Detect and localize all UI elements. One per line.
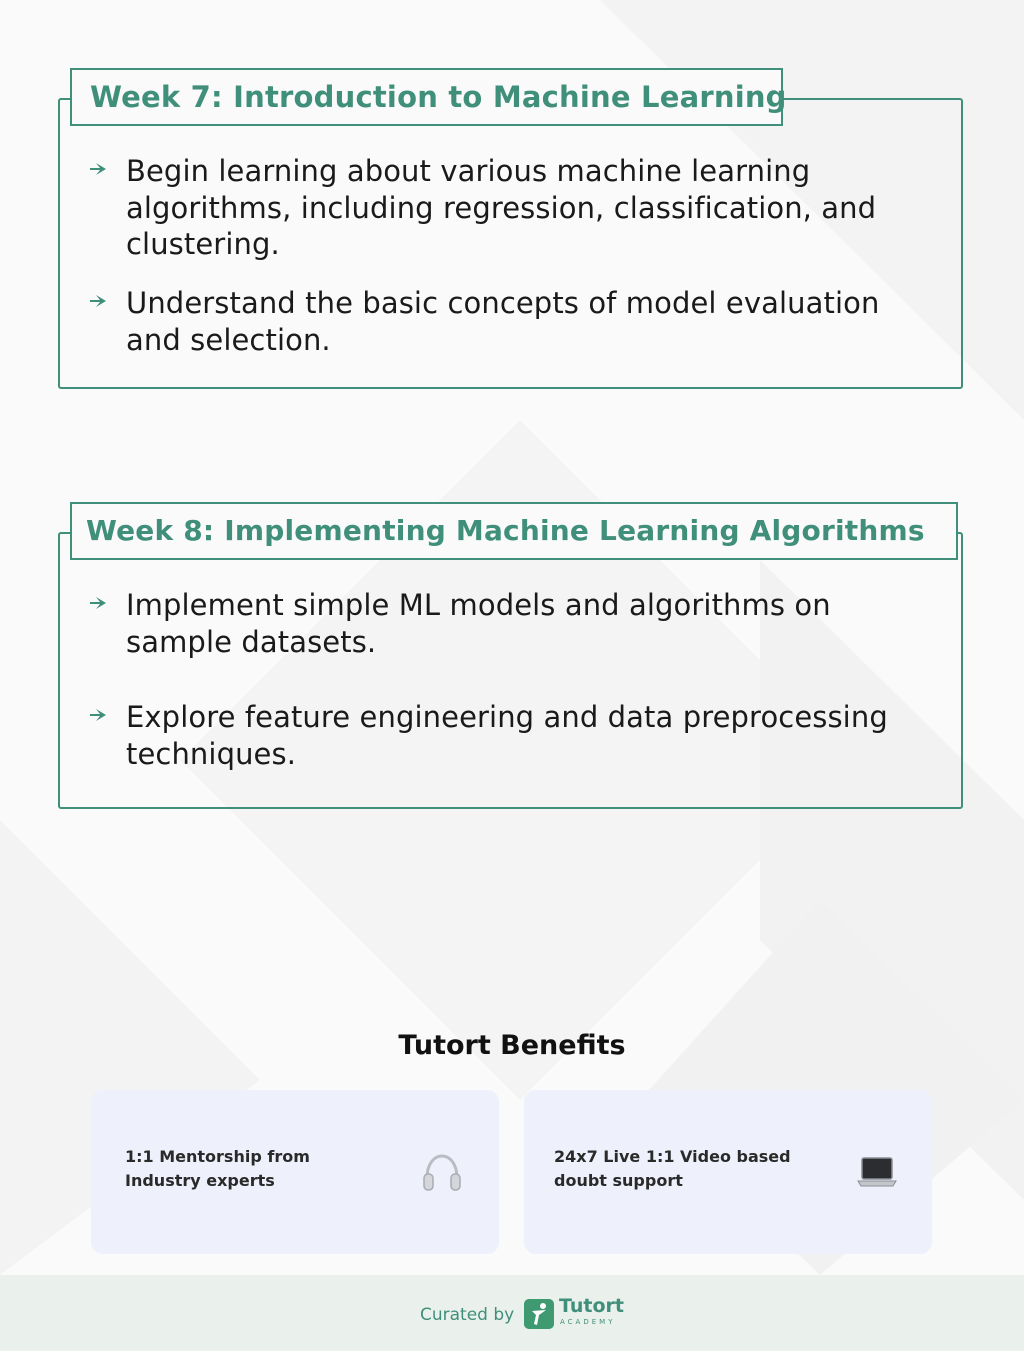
arrow-right-icon — [88, 291, 108, 311]
week-7-bullet-2-text: Understand the basic concepts of model evaluation and selection. — [126, 286, 880, 357]
week-8-bullet-1-text: Implement simple ML models and algorithms on sample datasets. — [126, 588, 831, 659]
headphones-icon — [419, 1150, 465, 1196]
laptop-icon — [854, 1150, 900, 1196]
benefit-card-doubt-support — [524, 1090, 932, 1254]
brand-subtitle: ACADEMY — [560, 1318, 616, 1326]
arrow-right-icon — [88, 159, 108, 179]
arrow-right-icon — [88, 593, 108, 613]
benefit-card-text: 24x7 Live 1:1 Video based doubt support — [554, 1147, 791, 1190]
benefit-card-text: 1:1 Mentorship from Industry experts — [125, 1147, 310, 1190]
week-7-title: Week 7: Introduction to Machine Learning — [70, 68, 783, 126]
arrow-right-icon — [88, 705, 108, 725]
week-7-bullet-1-text: Begin learning about various machine learning algorithms, including regression, classification, and clustering. — [126, 154, 877, 261]
benefits-title: Tutort Benefits — [398, 1030, 626, 1061]
tutort-logo-icon — [524, 1299, 554, 1329]
curated-by-label: Curated by — [420, 1305, 515, 1325]
week-8-bullet-2-text: Explore feature engineering and data preprocessing techniques. — [126, 700, 888, 771]
benefit-card-mentorship — [91, 1090, 499, 1254]
footer — [0, 1275, 1024, 1351]
brand-name: Tutort — [559, 1295, 624, 1317]
week-8-title: Week 8: Implementing Machine Learning Algorithms — [70, 502, 958, 560]
